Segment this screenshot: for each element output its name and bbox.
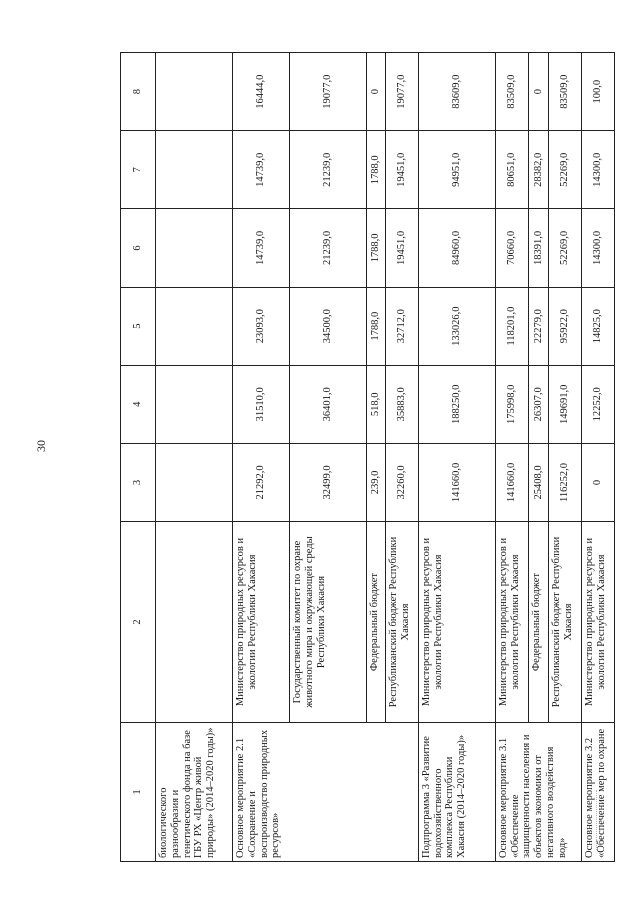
- value-cell: 19077,0: [290, 53, 367, 131]
- value-cell: 14739,0: [233, 131, 290, 209]
- value-cell: 84960,0: [418, 209, 495, 287]
- program-name-cell: биологического разнообразия и генетического фонда на базе ГБУ РХ «Центр живой природы» (2014–2020 годы)»: [156, 723, 233, 862]
- value-cell: 32260,0: [386, 443, 419, 521]
- value-cell: 21239,0: [290, 209, 367, 287]
- value-cell: 14825,0: [582, 287, 615, 365]
- header-row: [121, 53, 156, 862]
- value-cell: 19077,0: [386, 53, 419, 131]
- value-cell: 28382,0: [529, 131, 549, 209]
- value-cell: 100,0: [582, 53, 615, 131]
- program-name-cell: Основное мероприятие 3.1 «Обеспечение защищенности населения и объектов экономики от негативного воздействия вод»: [495, 723, 581, 862]
- value-cell: 175998,0: [495, 365, 528, 443]
- organization-cell: Федеральный бюджет: [529, 522, 549, 723]
- program-name-cell: Подпрограмма 3 «Развитие водохозяйственного комплекса Республики Хакасия (2014–2020 годы)»: [418, 723, 495, 862]
- column-header: 2: [121, 522, 156, 723]
- value-cell: [156, 365, 233, 443]
- value-cell: 95922,0: [548, 287, 581, 365]
- value-cell: 26307,0: [529, 365, 549, 443]
- page-number: 30: [34, 440, 48, 452]
- organization-cell: Министерство природных ресурсов и экологии Республики Хакасия: [418, 522, 495, 723]
- table-row: [418, 53, 495, 862]
- column-header: 4: [121, 365, 156, 443]
- column-header: 7: [121, 131, 156, 209]
- budget-table: [120, 52, 615, 862]
- organization-cell: Министерство природных ресурсов и экологии Республики Хакасия: [233, 522, 290, 723]
- column-header: 3: [121, 443, 156, 521]
- value-cell: 22279,0: [529, 287, 549, 365]
- value-cell: 18391,0: [529, 209, 549, 287]
- value-cell: 35883,0: [386, 365, 419, 443]
- value-cell: 83609,0: [418, 53, 495, 131]
- column-header: 5: [121, 287, 156, 365]
- value-cell: 116252,0: [548, 443, 581, 521]
- table-row: [582, 53, 615, 862]
- value-cell: 1788,0: [367, 131, 386, 209]
- value-cell: 31510,0: [233, 365, 290, 443]
- value-cell: 32499,0: [290, 443, 367, 521]
- value-cell: 188250,0: [418, 365, 495, 443]
- value-cell: 141660,0: [418, 443, 495, 521]
- column-header: 8: [121, 53, 156, 131]
- value-cell: 80651,0: [495, 131, 528, 209]
- value-cell: 34500,0: [290, 287, 367, 365]
- value-cell: 25408,0: [529, 443, 549, 521]
- value-cell: [156, 287, 233, 365]
- organization-cell: Министерство природных ресурсов и экологии Республики Хакасия: [495, 522, 528, 723]
- organization-cell: [156, 522, 233, 723]
- value-cell: 141660,0: [495, 443, 528, 521]
- column-header: 6: [121, 209, 156, 287]
- table-row: [233, 53, 290, 862]
- value-cell: 52269,0: [548, 209, 581, 287]
- value-cell: 1788,0: [367, 287, 386, 365]
- value-cell: 83509,0: [548, 53, 581, 131]
- value-cell: 14300,0: [582, 131, 615, 209]
- value-cell: 0: [367, 53, 386, 131]
- scan-artifact: [596, 790, 607, 850]
- value-cell: 118201,0: [495, 287, 528, 365]
- value-cell: 32712,0: [386, 287, 419, 365]
- value-cell: [156, 53, 233, 131]
- value-cell: [156, 443, 233, 521]
- value-cell: 21239,0: [290, 131, 367, 209]
- value-cell: 19451,0: [386, 131, 419, 209]
- value-cell: 0: [582, 443, 615, 521]
- value-cell: [156, 131, 233, 209]
- organization-cell: Государственный комитет по охране животного мира и окружающей среды Республики Хакасия: [290, 522, 367, 723]
- organization-cell: Республиканский бюджет Республики Хакасия: [386, 522, 419, 723]
- value-cell: 1788,0: [367, 209, 386, 287]
- value-cell: 14739,0: [233, 209, 290, 287]
- value-cell: 518,0: [367, 365, 386, 443]
- table-row: [495, 53, 528, 862]
- program-name-cell: Основное мероприятие 3.2 «Обеспечение мер по охране: [582, 723, 615, 862]
- value-cell: 133026,0: [418, 287, 495, 365]
- value-cell: 52269,0: [548, 131, 581, 209]
- table-row: [156, 53, 233, 862]
- organization-cell: Республиканский бюджет Республики Хакасия: [548, 522, 581, 723]
- value-cell: 94951,0: [418, 131, 495, 209]
- organization-cell: Министерство природных ресурсов и экологии Республики Хакасия: [582, 522, 615, 723]
- value-cell: 70660,0: [495, 209, 528, 287]
- value-cell: 83509,0: [495, 53, 528, 131]
- value-cell: 239,0: [367, 443, 386, 521]
- program-name-cell: Основное мероприятие 2.1 «Сохранение и воспроизводство природных ресурсов»: [233, 723, 419, 862]
- value-cell: 19451,0: [386, 209, 419, 287]
- value-cell: 36401,0: [290, 365, 367, 443]
- value-cell: 149691,0: [548, 365, 581, 443]
- value-cell: 0: [529, 53, 549, 131]
- value-cell: 21292,0: [233, 443, 290, 521]
- column-header: 1: [121, 723, 156, 862]
- value-cell: 16444,0: [233, 53, 290, 131]
- value-cell: 12252,0: [582, 365, 615, 443]
- value-cell: [156, 209, 233, 287]
- organization-cell: Федеральный бюджет: [367, 522, 386, 723]
- value-cell: 23093,0: [233, 287, 290, 365]
- value-cell: 14300,0: [582, 209, 615, 287]
